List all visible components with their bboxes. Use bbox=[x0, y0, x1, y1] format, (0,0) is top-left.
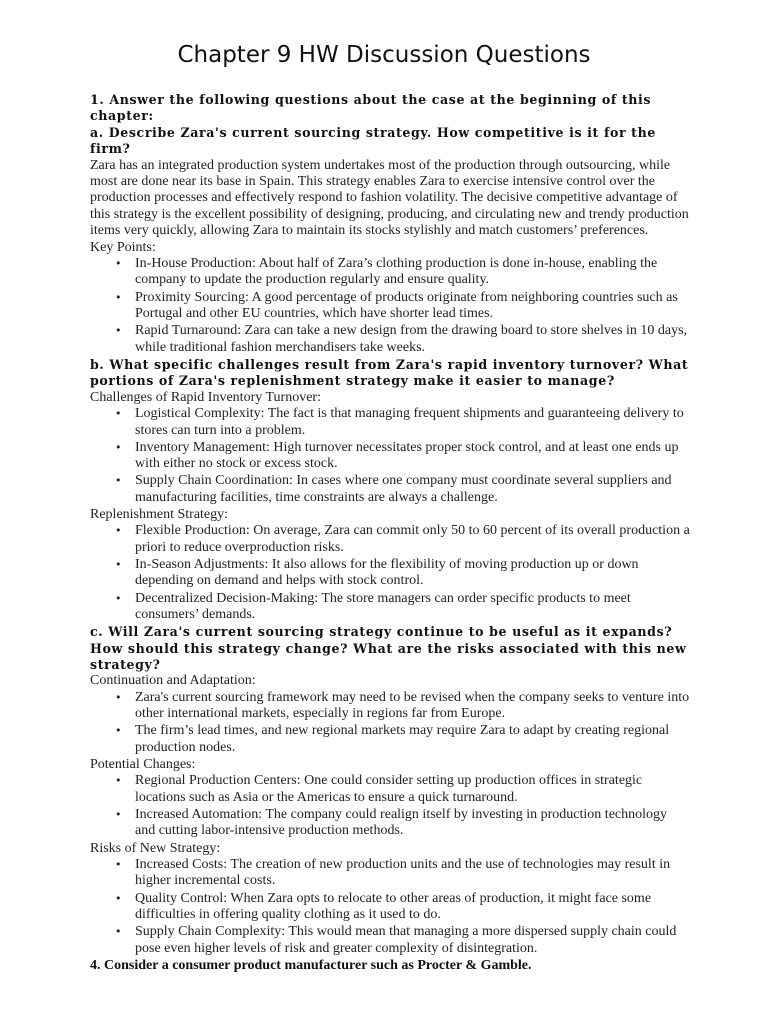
bullet-icon: • bbox=[115, 591, 122, 605]
list-item bbox=[90, 406, 690, 439]
list-item-text: Proximity Sourcing: A good percentage of products originate from neighboring countries such as Portugal and other EU countries, which have shorter lead times. bbox=[135, 289, 678, 322]
list-item-text: Quality Control: When Zara opts to relocate to other areas of production, it might face some difficulties in offering quality clothing as it used to do. bbox=[135, 890, 652, 923]
bullet-icon: • bbox=[115, 524, 122, 538]
changes-list bbox=[90, 773, 690, 839]
list-item-text: In-House Production: About half of Zara’s clothing production is done in-house, enabling the company to update the production regularly and ensure quality. bbox=[135, 256, 658, 288]
key-points-label: Key Points: bbox=[90, 239, 156, 255]
list-item bbox=[90, 557, 690, 590]
bullet-icon: • bbox=[115, 440, 122, 454]
list-item bbox=[90, 857, 690, 890]
bullet-icon: • bbox=[115, 290, 122, 304]
list-item-text: Flexible Production: On average, Zara can commit only 50 to 60 percent of its overall production a priori to reduce overproduction risks. bbox=[135, 523, 690, 555]
list-item-text: Rapid Turnaround: Zara can take a new design from the drawing board to store shelves in 10 days, while traditional fashion merchandisers take weeks. bbox=[135, 323, 688, 355]
bullet-icon: • bbox=[115, 557, 122, 571]
risks-label: Risks of New Strategy: bbox=[90, 840, 221, 856]
question-a-heading: a. Describe Zara's current sourcing strategy. How competitive is it for the firm? bbox=[90, 124, 656, 157]
challenges-label: Challenges of Rapid Inventory Turnover: bbox=[90, 389, 321, 405]
list-item bbox=[90, 807, 690, 840]
list-item-text: Supply Chain Coordination: In cases where one company must coordinate several suppliers and manufacturing facilities, time constraints are always a challenge. bbox=[135, 473, 672, 505]
list-item bbox=[90, 924, 690, 957]
question-1-heading: 1. Answer the following questions about the case at the beginning of this chapter: bbox=[90, 92, 652, 124]
list-item bbox=[90, 323, 690, 356]
bullet-icon: • bbox=[115, 324, 122, 338]
list-item bbox=[90, 523, 690, 556]
list-item-text: Increased Automation: The company could realign itself by investing in production technology and cutting labor-intensive production methods. bbox=[135, 807, 668, 839]
document-body bbox=[90, 92, 690, 974]
bullet-icon: • bbox=[115, 891, 122, 905]
list-item bbox=[90, 690, 690, 723]
list-item bbox=[90, 891, 690, 924]
bullet-icon: • bbox=[115, 724, 122, 738]
list-item bbox=[90, 440, 690, 473]
list-item bbox=[90, 473, 690, 506]
replenishment-label: Replenishment Strategy: bbox=[90, 506, 229, 522]
list-item-text: In-Season Adjustments: It also allows for the flexibility of moving production up or down depending on demand and helps with stock control. bbox=[135, 556, 639, 589]
list-item bbox=[90, 773, 690, 806]
question-a-paragraph: Zara has an integrated production system undertakes most of the production through outsourcing, while most are done near its base in Spain. This strategy enables Zara to exercise intensive control over the production processes and effectively respond to fashion volatility. The decisive competitive advantage of this strategy is the excellent possibility of designing, producing, and circulating new and trendy production items very quickly, allowing Zara to maintain its stocks stylishly and match customers’ preferences. bbox=[90, 157, 689, 239]
list-item-text: Inventory Management: High turnover necessitates proper stock control, and at least one ends up with either no stock or excess stock. bbox=[135, 439, 679, 472]
list-item-text: Increased Costs: The creation of new production units and the use of technologies may result in higher incremental costs. bbox=[135, 857, 671, 889]
list-item-text: Logistical Complexity: The fact is that managing frequent shipments and guaranteeing delivery to stores can turn into a problem. bbox=[135, 406, 684, 438]
bullet-icon: • bbox=[115, 257, 122, 271]
list-item-text: Supply Chain Complexity: This would mean that managing a more dispersed supply chain could pose even higher levels of risk and greater complexity of disintegration. bbox=[135, 924, 677, 956]
question-c-heading: c. Will Zara's current sourcing strategy continue to be useful as it expands? How should this strategy change? What are the risks associated with this new strategy? bbox=[90, 624, 687, 672]
bullet-icon: • bbox=[115, 690, 122, 704]
question-4-heading: 4. Consider a consumer product manufacturer such as Procter & Gamble. bbox=[90, 957, 532, 973]
list-item-text: Decentralized Decision-Making: The store managers can order specific products to meet consumers’ demands. bbox=[135, 590, 631, 622]
continuation-label: Continuation and Adaptation: bbox=[90, 673, 256, 689]
page-title: Chapter 9 HW Discussion Questions bbox=[177, 42, 591, 68]
continuation-list bbox=[90, 690, 690, 756]
list-item bbox=[90, 290, 690, 323]
key-points-list bbox=[90, 256, 690, 356]
changes-label: Potential Changes: bbox=[90, 757, 196, 773]
bullet-icon: • bbox=[115, 407, 122, 421]
bullet-icon: • bbox=[115, 925, 122, 939]
list-item bbox=[90, 256, 690, 289]
bullet-icon: • bbox=[115, 858, 122, 872]
bullet-icon: • bbox=[115, 774, 122, 788]
challenges-list bbox=[90, 406, 690, 506]
risks-list bbox=[90, 857, 690, 957]
list-item bbox=[90, 591, 690, 624]
list-item-text: The firm’s lead times, and new regional markets may require Zara to adapt by creating regional production nodes. bbox=[135, 723, 670, 755]
replenishment-list bbox=[90, 523, 690, 623]
bullet-icon: • bbox=[115, 474, 122, 488]
question-b-heading: b. What specific challenges result from Zara's rapid inventory turnover? What portions of Zara's replenishment strategy make it easier to manage? bbox=[90, 356, 689, 389]
list-item-text: Zara's current sourcing framework may need to be revised when the company seeks to venture into other international markets, especially in regions far from Europe. bbox=[135, 689, 690, 722]
list-item bbox=[90, 723, 690, 756]
bullet-icon: • bbox=[115, 808, 122, 822]
list-item-text: Regional Production Centers: One could consider setting up production offices in strategic locations such as Asia or the Americas to ensure a quick turnaround. bbox=[135, 773, 643, 805]
